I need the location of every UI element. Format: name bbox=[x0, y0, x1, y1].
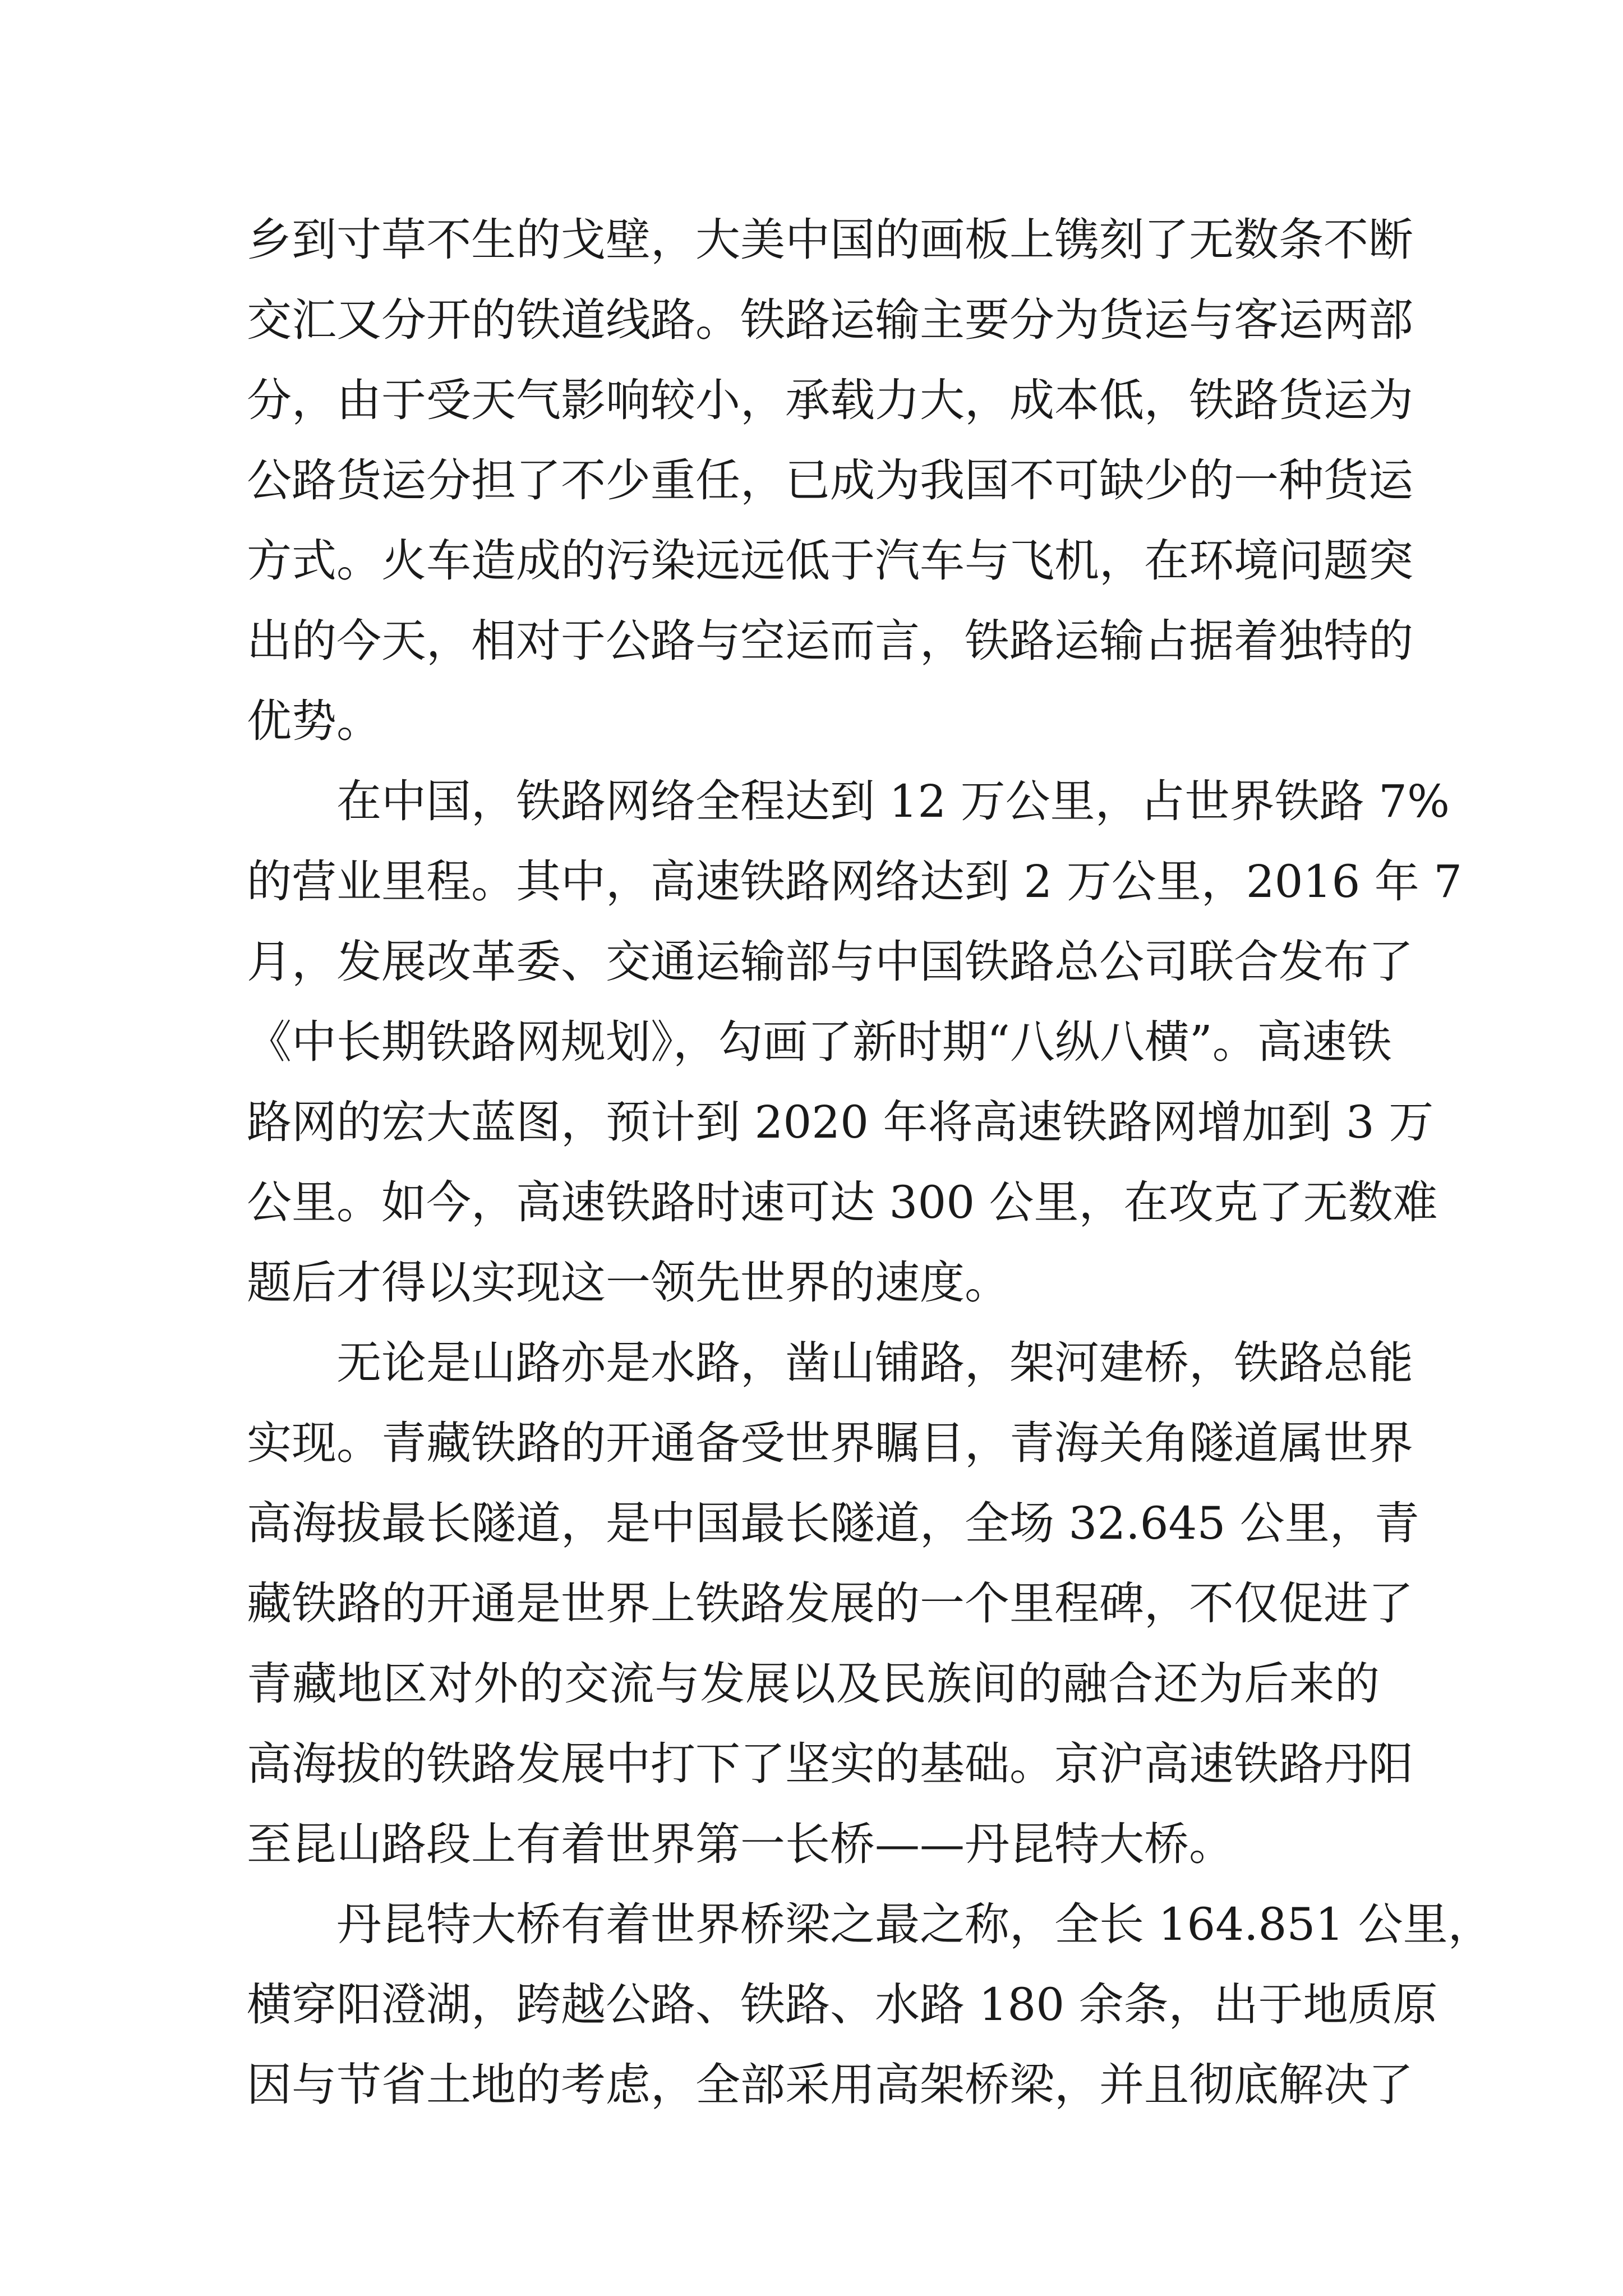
paragraph-1-line-6: 出的今天，相对于公路与空运而言，铁路运输占据着独特的 bbox=[247, 615, 1413, 667]
paragraph-1-line-2: 交汇又分开的铁道线路。铁路运输主要分为货运与客运两部 bbox=[247, 294, 1413, 346]
paragraph-1-line-5: 方式。火车造成的污染远远低于汽车与飞机，在环境问题突 bbox=[247, 535, 1413, 587]
paragraph-3-line-6: 高海拔的铁路发展中打下了坚实的基础。京沪高速铁路丹阳 bbox=[247, 1738, 1413, 1790]
paragraph-2-line-4: 《中长期铁路网规划》，勾画了新时期“八纵八横”。高速铁 bbox=[247, 1016, 1392, 1068]
paragraph-3-line-1: 无论是山路亦是水路，凿山铺路，架河建桥，铁路总能 bbox=[336, 1337, 1413, 1389]
paragraph-2-line-7: 题后才得以实现这一领先世界的速度。 bbox=[247, 1257, 1009, 1309]
paragraph-3-line-5: 青藏地区对外的交流与发展以及民族间的融合还为后来的 bbox=[247, 1658, 1380, 1710]
paragraph-3-line-3: 高海拔最长隧道，是中国最长隧道，全场 32.645 公里，青 bbox=[247, 1497, 1419, 1549]
paragraph-4-line-3: 因与节省土地的考虑，全部采用高架桥梁，并且彻底解决了 bbox=[247, 2059, 1413, 2111]
body-text bbox=[247, 200, 1493, 2125]
paragraph-4-line-1: 丹昆特大桥有着世界桥梁之最之称，全长 164.851 公里， bbox=[336, 1898, 1493, 1950]
paragraph-4-line-2: 横穿阳澄湖，跨越公路、铁路、水路 180 余条，出于地质原 bbox=[247, 1978, 1438, 2031]
paragraph-2-line-5: 路网的宏大蓝图，预计到 2020 年将高速铁路网增加到 3 万 bbox=[247, 1096, 1434, 1148]
paragraph-2-line-3: 月，发展改革委、交通运输部与中国铁路总公司联合发布了 bbox=[247, 936, 1413, 988]
paragraph-1-line-1: 乡到寸草不生的戈壁，大美中国的画板上镌刻了无数条不断 bbox=[247, 214, 1413, 266]
paragraph-3-line-2: 实现。青藏铁路的开通备受世界瞩目，青海关角隧道属世界 bbox=[247, 1417, 1413, 1469]
paragraph-3-line-4: 藏铁路的开通是世界上铁路发展的一个里程碑，不仅促进了 bbox=[247, 1577, 1413, 1630]
paragraph-1-line-7: 优势。 bbox=[247, 695, 381, 747]
paragraph-1-line-3: 分，由于受天气影响较小，承载力大，成本低，铁路货运为 bbox=[247, 374, 1413, 426]
paragraph-2-line-1: 在中国，铁路网络全程达到 12 万公里，占世界铁路 7% bbox=[336, 775, 1450, 827]
paragraph-2-line-2: 的营业里程。其中，高速铁路网络达到 2 万公里，2016 年 7 bbox=[247, 855, 1463, 908]
paragraph-3-line-7: 至昆山路段上有着世界第一长桥——丹昆特大桥。 bbox=[247, 1818, 1234, 1870]
paragraph-1-line-4: 公路货运分担了不少重任，已成为我国不可缺少的一种货运 bbox=[247, 454, 1413, 507]
paragraph-2-line-6: 公里。如今，高速铁路时速可达 300 公里，在攻克了无数难 bbox=[247, 1176, 1438, 1228]
